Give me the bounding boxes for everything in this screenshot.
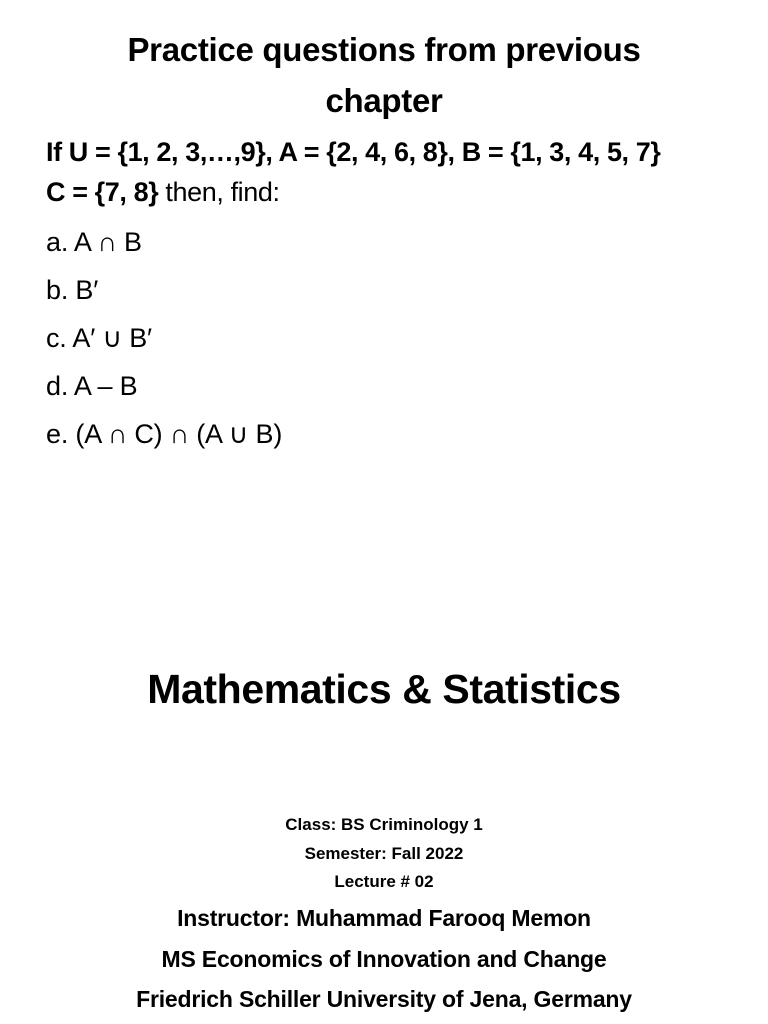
lecture-label: Lecture # 02 xyxy=(334,872,434,891)
course-meta xyxy=(0,811,768,897)
practice-slide xyxy=(0,0,768,470)
question-set-c: C = {7, 8} xyxy=(46,177,159,207)
question-sets-line: If U = {1, 2, 3,…,9}, A = {2, 4, 6, 8}, B = {1, 3, 4, 5, 7} xyxy=(46,137,661,167)
question-items-list xyxy=(46,218,282,458)
practice-title-line-1: Practice questions from previous xyxy=(127,31,641,68)
instructor-name: Instructor: Muhammad Farooq Memon xyxy=(177,905,591,931)
instructor-university: Friedrich Schiller University of Jena, Germany xyxy=(136,986,632,1012)
question-statement xyxy=(46,132,762,212)
question-item-d: d. A – B xyxy=(46,371,138,401)
course-title: Mathematics & Statistics xyxy=(147,666,621,712)
question-item-c: c. A′ ∪ B′ xyxy=(46,323,152,353)
class-label: Class: BS Criminology 1 xyxy=(285,815,483,834)
practice-title xyxy=(60,24,708,126)
instructor-degree: MS Economics of Innovation and Change xyxy=(161,945,607,972)
question-find-line xyxy=(46,172,762,212)
question-item-a: a. A ∩ B xyxy=(46,227,142,257)
question-item-e: e. (A ∩ C) ∩ (A ∪ B) xyxy=(46,419,283,449)
instructor-credits xyxy=(0,898,768,1020)
question-item-b: b. B′ xyxy=(46,275,99,305)
practice-title-line-2: chapter xyxy=(325,82,443,119)
semester-label: Semester: Fall 2022 xyxy=(304,843,464,863)
question-find-text: then, find: xyxy=(158,177,280,207)
